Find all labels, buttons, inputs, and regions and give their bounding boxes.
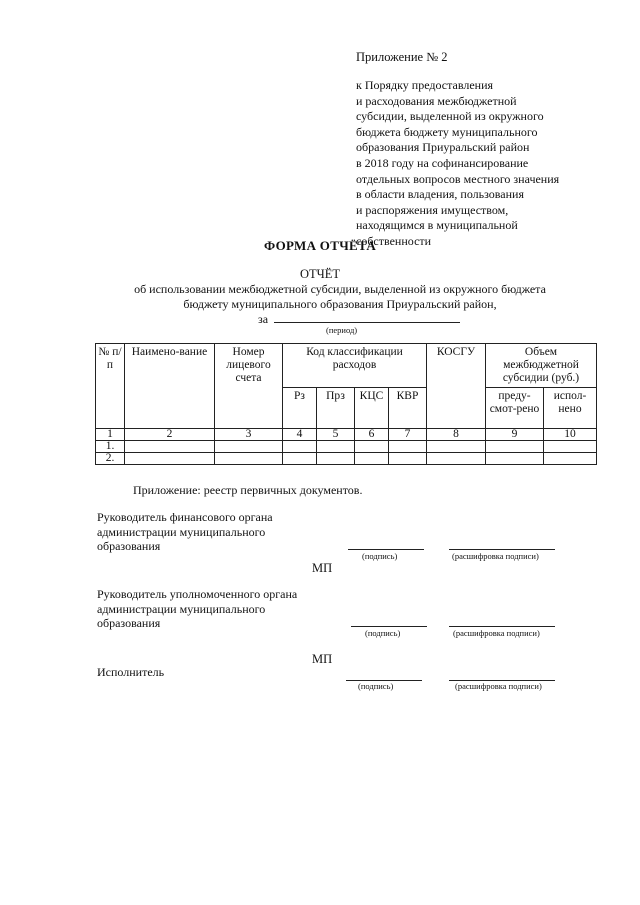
table-cell[interactable]	[317, 453, 355, 465]
header-number: № п/п	[96, 344, 125, 429]
signer-line: образования	[97, 616, 161, 630]
report-description	[60, 282, 620, 312]
report-table	[95, 343, 597, 465]
signer-line: образования	[97, 539, 161, 553]
header-kvr: КВР	[389, 388, 427, 429]
table-cell[interactable]	[486, 441, 544, 453]
table-cell[interactable]	[544, 441, 597, 453]
annex-title: Приложение № 2	[356, 50, 448, 64]
signer-line: администрации муниципального	[97, 524, 266, 539]
col-number: 3	[215, 429, 283, 441]
col-number: 4	[283, 429, 317, 441]
annex-line: собственности	[356, 233, 432, 248]
report-title: ОТЧЁТ	[299, 267, 341, 281]
annex-line: к Порядку предоставления	[356, 78, 494, 92]
row-number: 1.	[96, 441, 125, 453]
period-row	[258, 312, 460, 327]
table-cell[interactable]	[215, 441, 283, 453]
table-cell[interactable]	[486, 453, 544, 465]
annex-line: отдельных вопросов местного значения	[356, 171, 560, 186]
table-cell[interactable]	[389, 441, 427, 453]
period-prefix: за	[258, 312, 269, 326]
signer-line: Руководитель финансового органа	[97, 510, 273, 524]
col-number: 5	[317, 429, 355, 441]
signature-decode-caption: (расшифровка подписи)	[452, 551, 539, 561]
header-rz: Рз	[283, 388, 317, 429]
annex-line: бюджета бюджету муниципального	[356, 124, 538, 139]
column-number-row	[96, 429, 597, 441]
table-cell[interactable]	[283, 441, 317, 453]
table-row	[96, 441, 597, 453]
table-cell[interactable]	[389, 453, 427, 465]
row-number: 2.	[96, 453, 125, 465]
annex-reference	[356, 78, 559, 250]
signer-line: Исполнитель	[97, 665, 165, 679]
col-number: 2	[125, 429, 215, 441]
col-number: 9	[486, 429, 544, 441]
header-prz: Прз	[317, 388, 355, 429]
table-cell[interactable]	[283, 453, 317, 465]
annex-line: и расходования межбюджетной	[356, 93, 517, 108]
signature-decode-caption: (расшифровка подписи)	[455, 681, 542, 691]
period-field[interactable]	[274, 312, 460, 323]
table-cell[interactable]	[125, 453, 215, 465]
table-cell[interactable]	[427, 441, 486, 453]
table-cell[interactable]	[355, 441, 389, 453]
annex-line: находящимся в муниципальной	[356, 218, 518, 233]
col-number: 1	[96, 429, 125, 441]
table-cell[interactable]	[427, 453, 486, 465]
col-number: 10	[544, 429, 597, 441]
signer-finance-head	[97, 510, 273, 554]
header-planned: преду-смот-рено	[486, 388, 544, 429]
signature-caption: (подпись)	[362, 551, 398, 561]
signature-decode-field[interactable]	[449, 626, 555, 627]
signature-caption: (подпись)	[365, 628, 401, 638]
signature-field[interactable]	[351, 626, 427, 627]
signature-decode-caption: (расшифровка подписи)	[453, 628, 540, 638]
form-title: ФОРМА ОТЧЁТА	[263, 238, 377, 253]
signature-field[interactable]	[348, 549, 424, 550]
annex-line: и распоряжения имуществом,	[356, 202, 509, 217]
attachment-note: Приложение: реестр первичных документов.	[133, 483, 363, 497]
report-desc-line: об использовании межбюджетной субсидии, выделенной из окружного бюджета	[134, 282, 546, 296]
col-number: 8	[427, 429, 486, 441]
signature-decode-field[interactable]	[449, 549, 555, 550]
report-desc-line: бюджету муниципального образования Приуральский район,	[183, 297, 497, 311]
stamp-mark: МП	[312, 561, 333, 575]
signature-caption: (подпись)	[358, 681, 394, 691]
header-executed: испол-нено	[544, 388, 597, 429]
header-code: Код классификации расходов	[283, 344, 427, 388]
annex-line: образования Приуральский район	[356, 140, 530, 155]
header-kosgu: КОСГУ	[427, 344, 486, 429]
header-account: Номер лицевого счета	[215, 344, 283, 429]
table-cell[interactable]	[125, 441, 215, 453]
annex-line: в 2018 году на софинансирование	[356, 155, 529, 170]
signer-authorized-head	[97, 587, 297, 631]
annex-line: субсидии, выделенной из окружного	[356, 109, 544, 124]
table-cell[interactable]	[215, 453, 283, 465]
table-cell[interactable]	[544, 453, 597, 465]
col-number: 7	[389, 429, 427, 441]
table-cell[interactable]	[317, 441, 355, 453]
table-row	[96, 453, 597, 465]
signer-line: Руководитель уполномоченного органа	[97, 587, 298, 601]
signer-executor	[97, 665, 164, 680]
signer-line: администрации муниципального	[97, 601, 266, 616]
period-caption: (период)	[326, 325, 358, 335]
header-kcs: КЦС	[355, 388, 389, 429]
table-cell[interactable]	[355, 453, 389, 465]
annex-line: в области владения, пользования	[356, 187, 524, 202]
stamp-mark: МП	[312, 652, 333, 666]
header-volume: Объем межбюджетной субсидии (руб.)	[486, 344, 597, 388]
header-name: Наимено-вание	[125, 344, 215, 429]
col-number: 6	[355, 429, 389, 441]
